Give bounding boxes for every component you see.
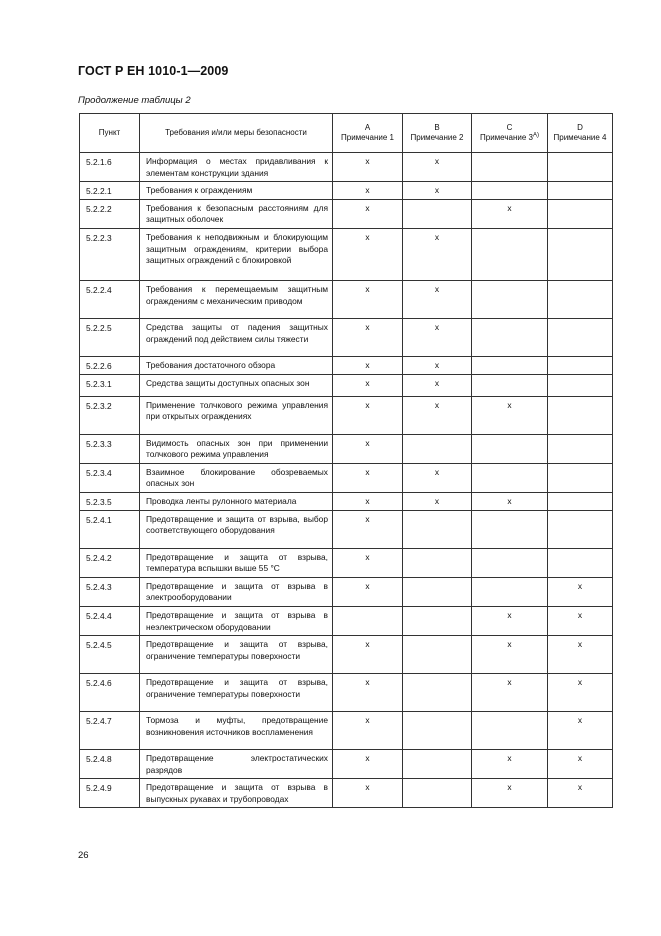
header-col-c-footnote: A)	[532, 132, 539, 139]
row-mark-b: x	[403, 492, 472, 510]
row-mark-d	[548, 510, 613, 548]
row-mark-d	[548, 548, 613, 577]
row-mark-b: x	[403, 318, 472, 356]
page-number: 26	[78, 850, 89, 861]
row-mark-a: x	[333, 510, 403, 548]
table-row	[80, 153, 613, 182]
table-row	[80, 712, 613, 750]
row-mark-d	[548, 374, 613, 396]
row-mark-b: x	[403, 280, 472, 318]
row-mark-d: x	[548, 606, 613, 635]
row-mark-b	[403, 434, 472, 463]
table-row	[80, 492, 613, 510]
row-clause: 5.2.4.3	[80, 577, 140, 606]
row-mark-a: x	[333, 374, 403, 396]
table-row	[80, 636, 613, 674]
row-clause: 5.2.4.7	[80, 712, 140, 750]
row-requirement: Предотвращение и защита от взрыва, ограничение температуры поверхности	[140, 636, 333, 674]
row-mark-d	[548, 492, 613, 510]
row-mark-d	[548, 463, 613, 492]
requirements-table	[79, 113, 613, 808]
row-mark-d: x	[548, 674, 613, 712]
row-clause: 5.2.2.4	[80, 280, 140, 318]
row-clause: 5.2.2.1	[80, 182, 140, 200]
row-mark-b	[403, 606, 472, 635]
row-mark-b	[403, 199, 472, 228]
row-requirement: Информация о местах придавливания к элементам конструкции здания	[140, 153, 333, 182]
row-mark-b: x	[403, 356, 472, 374]
table-row	[80, 548, 613, 577]
row-requirement: Проводка ленты рулонного материала	[140, 492, 333, 510]
header-col-d-letter: D	[577, 122, 583, 132]
row-clause: 5.2.3.5	[80, 492, 140, 510]
row-clause: 5.2.4.1	[80, 510, 140, 548]
table-header-row	[80, 114, 613, 153]
row-clause: 5.2.4.9	[80, 779, 140, 808]
row-mark-c	[472, 510, 548, 548]
header-col-b-letter: B	[434, 122, 440, 132]
row-mark-c: x	[472, 199, 548, 228]
table-row	[80, 674, 613, 712]
row-mark-d	[548, 153, 613, 182]
table-row	[80, 228, 613, 280]
row-mark-b: x	[403, 153, 472, 182]
row-requirement: Требования к безопасным расстояниям для защитных оболочек	[140, 199, 333, 228]
row-mark-c	[472, 228, 548, 280]
row-requirement: Предотвращение и защита от взрыва, температура вспышки выше 55 °С	[140, 548, 333, 577]
row-mark-b	[403, 712, 472, 750]
row-mark-b: x	[403, 374, 472, 396]
row-mark-a: x	[333, 199, 403, 228]
row-mark-b	[403, 577, 472, 606]
row-mark-d	[548, 182, 613, 200]
row-mark-c	[472, 356, 548, 374]
row-mark-b	[403, 674, 472, 712]
row-clause: 5.2.3.1	[80, 374, 140, 396]
table-row	[80, 606, 613, 635]
row-mark-d	[548, 396, 613, 434]
row-mark-c	[472, 182, 548, 200]
row-mark-c: x	[472, 396, 548, 434]
row-mark-a: x	[333, 182, 403, 200]
document-title: ГОСТ Р ЕН 1010-1—2009	[78, 64, 229, 78]
row-requirement: Требования к ограждениям	[140, 182, 333, 200]
row-mark-c	[472, 318, 548, 356]
row-mark-a: x	[333, 674, 403, 712]
table-row	[80, 182, 613, 200]
row-clause: 5.2.2.3	[80, 228, 140, 280]
table-row	[80, 374, 613, 396]
row-mark-c	[472, 712, 548, 750]
row-mark-b: x	[403, 228, 472, 280]
header-col-b	[403, 114, 472, 153]
header-col-b-note: Примечание 2	[410, 133, 464, 142]
row-mark-a: x	[333, 153, 403, 182]
row-requirement: Предотвращение и защита от взрыва в неэлектрическом оборудовании	[140, 606, 333, 635]
row-requirement: Средства защиты доступных опасных зон	[140, 374, 333, 396]
row-mark-a: x	[333, 548, 403, 577]
row-mark-d	[548, 199, 613, 228]
row-mark-a: x	[333, 356, 403, 374]
row-mark-d	[548, 434, 613, 463]
row-mark-c: x	[472, 674, 548, 712]
row-requirement: Предотвращение и защита от взрыва, ограничение температуры поверхности	[140, 674, 333, 712]
row-mark-a: x	[333, 463, 403, 492]
header-col-d-note: Примечание 4	[553, 133, 607, 142]
row-mark-d: x	[548, 577, 613, 606]
row-mark-c: x	[472, 750, 548, 779]
row-mark-c	[472, 577, 548, 606]
row-mark-c: x	[472, 636, 548, 674]
row-requirement: Видимость опасных зон при применении толчкового режима управления	[140, 434, 333, 463]
row-clause: 5.2.1.6	[80, 153, 140, 182]
row-requirement: Предотвращение электростатических разрядов	[140, 750, 333, 779]
row-mark-d: x	[548, 750, 613, 779]
row-clause: 5.2.3.3	[80, 434, 140, 463]
row-mark-c	[472, 548, 548, 577]
table-row	[80, 577, 613, 606]
row-mark-a: x	[333, 228, 403, 280]
row-clause: 5.2.4.4	[80, 606, 140, 635]
row-mark-d	[548, 356, 613, 374]
row-mark-d	[548, 280, 613, 318]
row-mark-c: x	[472, 779, 548, 808]
row-mark-c	[472, 153, 548, 182]
row-clause: 5.2.3.4	[80, 463, 140, 492]
row-requirement: Требования к неподвижным и блокирующим защитным ограждениям, критерии выбора защитных ограждений с блокировкой	[140, 228, 333, 280]
row-clause: 5.2.4.6	[80, 674, 140, 712]
row-mark-a: x	[333, 396, 403, 434]
row-clause: 5.2.3.2	[80, 396, 140, 434]
row-mark-c: x	[472, 492, 548, 510]
row-mark-d	[548, 228, 613, 280]
row-mark-d: x	[548, 779, 613, 808]
row-clause: 5.2.4.8	[80, 750, 140, 779]
row-mark-b	[403, 548, 472, 577]
row-requirement: Предотвращение и защита от взрыва в выпускных рукавах и трубопроводах	[140, 779, 333, 808]
table-row	[80, 318, 613, 356]
row-mark-a: x	[333, 577, 403, 606]
row-requirement: Взаимное блокирование обозреваемых опасных зон	[140, 463, 333, 492]
row-requirement: Требования к перемещаемым защитным ограждениям с механическим приводом	[140, 280, 333, 318]
row-mark-b: x	[403, 182, 472, 200]
row-mark-a	[333, 606, 403, 635]
row-requirement: Тормоза и муфты, предотвращение возникновения источников воспламенения	[140, 712, 333, 750]
table-row	[80, 199, 613, 228]
row-clause: 5.2.2.5	[80, 318, 140, 356]
row-mark-a: x	[333, 492, 403, 510]
header-col-a	[333, 114, 403, 153]
header-col-a-note: Примечание 1	[341, 133, 394, 142]
row-mark-b	[403, 636, 472, 674]
row-mark-a: x	[333, 280, 403, 318]
table-row	[80, 434, 613, 463]
row-mark-b	[403, 750, 472, 779]
row-requirement: Применение толчкового режима управления при открытых ограждениях	[140, 396, 333, 434]
header-col-a-letter: A	[364, 122, 371, 132]
row-requirement: Предотвращение и защита от взрыва в электрооборудовании	[140, 577, 333, 606]
row-mark-d: x	[548, 636, 613, 674]
row-mark-b	[403, 510, 472, 548]
row-requirement: Требования достаточного обзора	[140, 356, 333, 374]
row-mark-c: x	[472, 606, 548, 635]
header-col-c-letter: C	[506, 122, 513, 132]
table-row	[80, 750, 613, 779]
table-row	[80, 463, 613, 492]
row-mark-a: x	[333, 750, 403, 779]
row-mark-c	[472, 434, 548, 463]
row-mark-a: x	[333, 636, 403, 674]
table-row	[80, 396, 613, 434]
table-row	[80, 356, 613, 374]
row-requirement: Средства защиты от падения защитных ограждений под действием силы тяжести	[140, 318, 333, 356]
row-mark-a: x	[333, 779, 403, 808]
table-continuation-caption: Продолжение таблицы 2	[78, 95, 191, 106]
row-mark-c	[472, 463, 548, 492]
table-row	[80, 280, 613, 318]
row-mark-b: x	[403, 463, 472, 492]
row-mark-a: x	[333, 434, 403, 463]
row-mark-b	[403, 779, 472, 808]
row-mark-a: x	[333, 318, 403, 356]
row-mark-a: x	[333, 712, 403, 750]
header-col-c	[472, 114, 548, 153]
table-row	[80, 510, 613, 548]
header-requirement: Требования и/или меры безопасности	[140, 114, 333, 153]
row-mark-d: x	[548, 712, 613, 750]
header-clause: Пункт	[80, 114, 140, 153]
row-mark-c	[472, 374, 548, 396]
header-col-c-note: Примечание 3	[480, 133, 533, 142]
row-clause: 5.2.4.5	[80, 636, 140, 674]
row-clause: 5.2.2.6	[80, 356, 140, 374]
row-mark-d	[548, 318, 613, 356]
table-row	[80, 779, 613, 808]
header-col-d	[548, 114, 613, 153]
row-requirement: Предотвращение и защита от взрыва, выбор соответствующего оборудования	[140, 510, 333, 548]
row-mark-c	[472, 280, 548, 318]
row-mark-b: x	[403, 396, 472, 434]
row-clause: 5.2.4.2	[80, 548, 140, 577]
row-clause: 5.2.2.2	[80, 199, 140, 228]
